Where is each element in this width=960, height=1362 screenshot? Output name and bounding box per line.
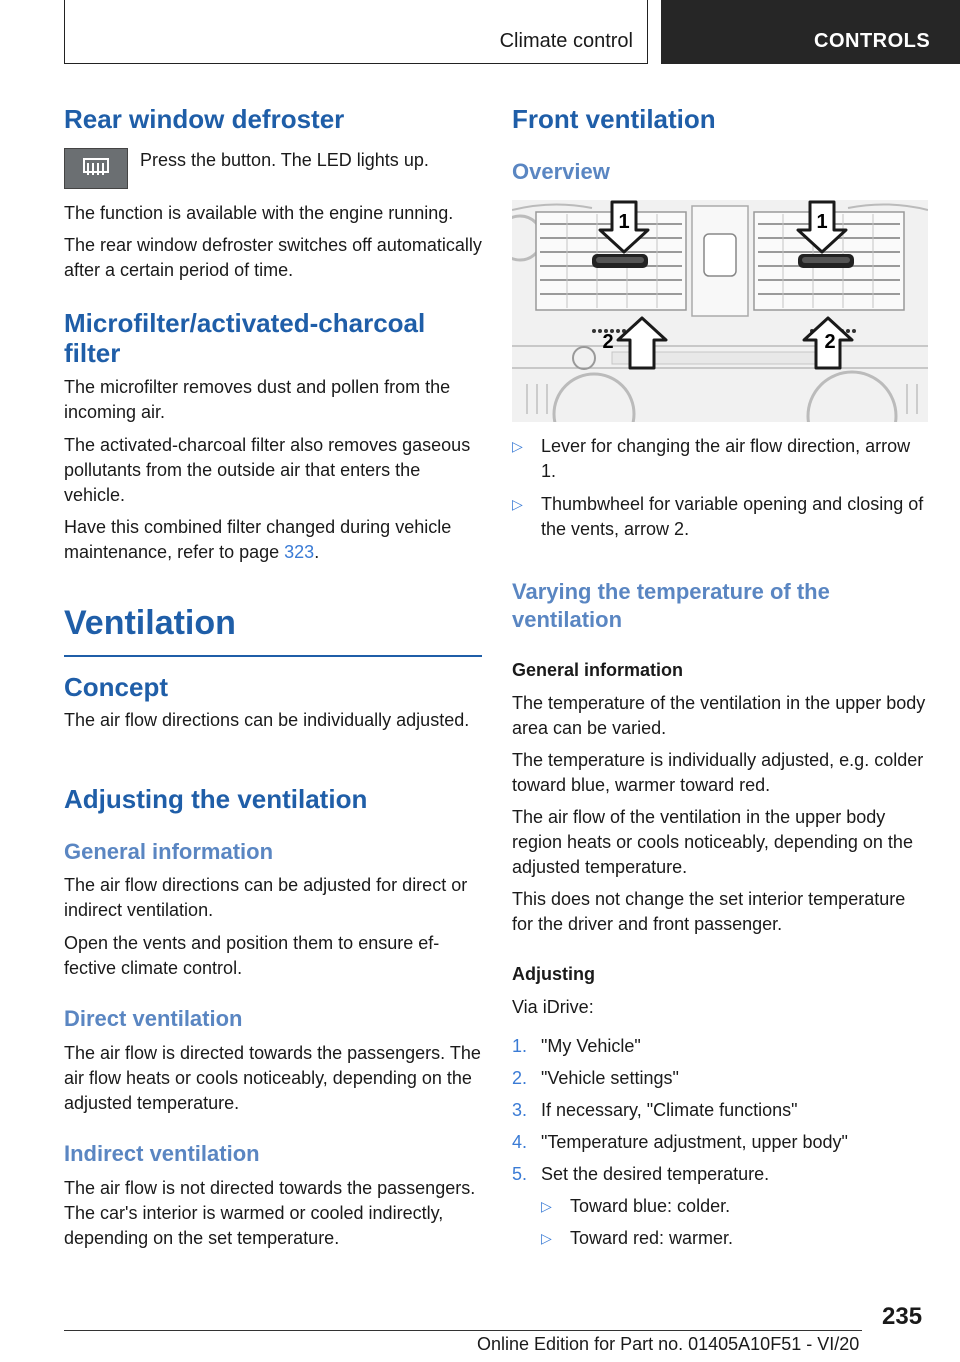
bullet-marker-icon: ▷ [541,1198,552,1214]
varying-p2: The temperature is individually adjusted, e.g. colder toward blue, warmer toward red. [512,750,924,795]
concept-p1: The air flow directions can be individually adjusted. [64,710,470,730]
varying-p1: The temperature of the ventilation in the upper body area can be varied. [512,693,926,738]
category-label: CONTROLS [814,30,931,52]
direct-vent-heading: Direct ventilation [64,1006,243,1031]
defroster-press-text: Press the button. The LED lights up. [140,150,429,170]
page-number: 235 [882,1303,923,1330]
varying-temp-heading: Varying the temperature of the ventilation [512,579,830,632]
microfilter-p3 [64,515,482,565]
list-item: ▷ Toward blue: colder. [541,1194,928,1219]
list-item: 5. Set the desired temperature. [512,1164,770,1184]
ventilation-heading: Ventilation [64,604,236,642]
page-ref-link[interactable]: 323 [284,542,315,562]
direct-p1: The air flow is directed towards the passengers. The air flow heats or cools noticeably, depending on the adjusted temperature. [64,1043,481,1113]
microfilter-heading: Microfilter/activated-charcoal filter [64,308,426,368]
arrow-2-right-label: 2 [824,331,836,353]
indirect-p1: The air flow is not directed towards the passengers. The car's interior is warmed or cooled indirectly, depending on the set temperature. [64,1178,476,1248]
arrow-1-left-label: 1 [618,211,630,233]
header-title-box [64,0,648,64]
via-idrive-text: Via iDrive: [512,997,594,1017]
microfilter-p1: The microfilter removes dust and pollen from the incoming air. [64,377,451,422]
microfilter-p2: The activated-charcoal filter also removes gaseous pollutants from the outside air that enters the vehicle. [64,435,471,505]
front-vent-heading: Front ventilation [512,104,716,134]
varying-subheading: General information [512,660,684,680]
general-info-heading: General information [64,839,274,864]
bullet-marker-icon: ▷ [512,496,523,512]
overview-list [512,434,928,542]
indirect-vent-heading: Indirect ventilation [64,1141,260,1166]
arrow-1-right-label: 1 [816,211,828,233]
concept-heading: Concept [64,672,168,702]
rear-defroster-heading: Rear window defroster [64,104,345,134]
vents-illustration [512,200,928,422]
steps-list [512,1034,928,1187]
header-category-box [661,0,960,64]
list-item: 3. If necessary, "Climate functions" [512,1100,798,1120]
ventilation-rule [64,655,482,657]
list-item: 4. "Temperature adjustment, upper body" [512,1132,848,1152]
adjusting-heading: Adjusting the ventilation [64,784,368,814]
defroster-p1: The function is available with the engine running. [64,203,454,223]
varying-p3: The air flow of the ventilation in the upper body region heats or cools noticeably, depending on the adjusted temperature. [512,807,913,877]
adjusting-subheading: Adjusting [512,964,595,984]
footer-rule [64,1330,862,1331]
general-p2: Open the vents and position them to ensure effective climate control. [64,933,440,978]
microfilter-p3-text: Have this combined filter changed during vehicle maintenance, refer to page [64,517,452,562]
overview-heading: Overview [512,159,610,184]
rear-defroster-button-icon [64,148,128,189]
list-item: ▷ Toward red: warmer. [541,1226,928,1251]
microfilter-p3-end: . [314,542,320,562]
list-item: 2. "Vehicle settings" [512,1068,679,1088]
bullet-marker-icon: ▷ [541,1230,552,1246]
general-p1: The air flow directions can be adjusted for direct or indirect ventilation. [64,875,468,920]
defroster-p2: The rear window defroster switches off automatically after a certain period of time. [64,235,482,280]
list-item: ▷ Lever for changing the air flow direction, arrow 1. [512,436,911,481]
list-item: 1. "My Vehicle" [512,1036,641,1056]
bullet-marker-icon: ▷ [512,438,523,454]
temperature-sublist [541,1194,928,1251]
arrow-2-left-label: 2 [602,331,614,353]
varying-p4: This does not change the set interior temperature for the driver and front passenger. [512,889,906,934]
edition-footer: Online Edition for Part no. 01405A10F51 - VI/20 [477,1334,860,1354]
list-item: ▷ Thumbwheel for variable opening and closing of the vents, arrow 2. [512,494,924,539]
section-title: Climate control [499,30,633,52]
